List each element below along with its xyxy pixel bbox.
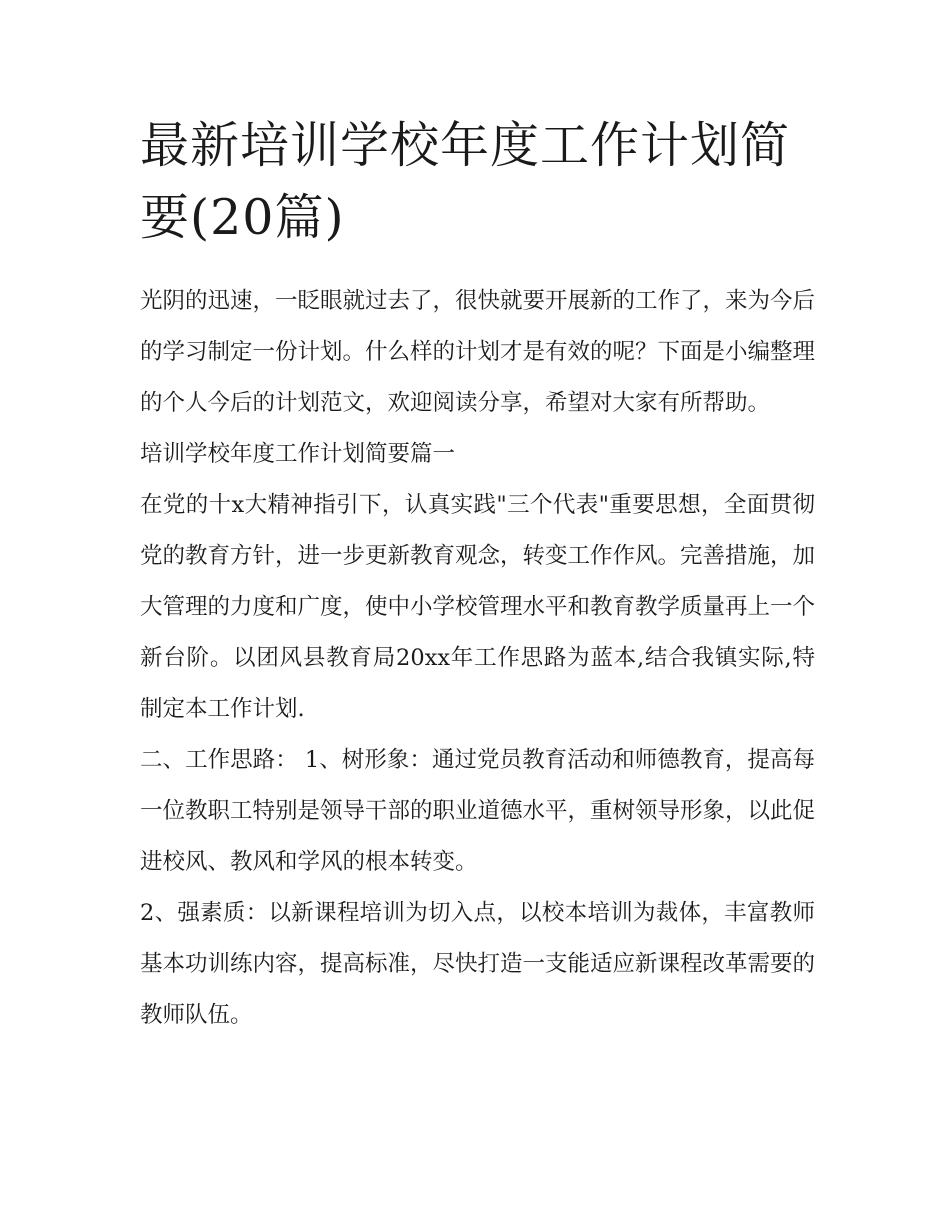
- body-paragraph: 在党的十x大精神指引下，认真实践"三个代表"重要思想，全面贯彻党的教育方针，进一步更新教育观念，转变工作作风。完善措施，加大管理的力度和广度，使中小学校管理水平和教育教学质量再上一个新台阶。以团风县教育局20xx年工作思路为蓝本,结合我镇实际,特制定本工作计划.: [140, 492, 816, 722]
- document-body: [140, 110, 815, 1041]
- body-paragraph: 二、工作思路： 1、树形象：通过党员教育活动和师德教育，提高每一位教职工特别是领导干部的职业道德水平，重树领导形象，以此促进校风、教风和学风的根本转变。: [140, 747, 816, 875]
- document-title: 最新培训学校年度工作计划简要(20篇): [140, 117, 791, 246]
- section-heading: 培训学校年度工作计划简要篇一: [140, 441, 456, 467]
- intro-paragraph: 光阴的迅速，一眨眼就过去了，很快就要开展新的工作了，来为今后的学习制定一份计划。什么样的计划才是有效的呢？下面是小编整理的个人今后的计划范文，欢迎阅读分享，希望对大家有所帮助。: [140, 288, 816, 416]
- body-paragraph: 2、强素质：以新课程培训为切入点，以校本培训为裁体，丰富教师基本功训练内容，提高标准，尽快打造一支能适应新课程改革需要的教师队伍。: [140, 900, 816, 1028]
